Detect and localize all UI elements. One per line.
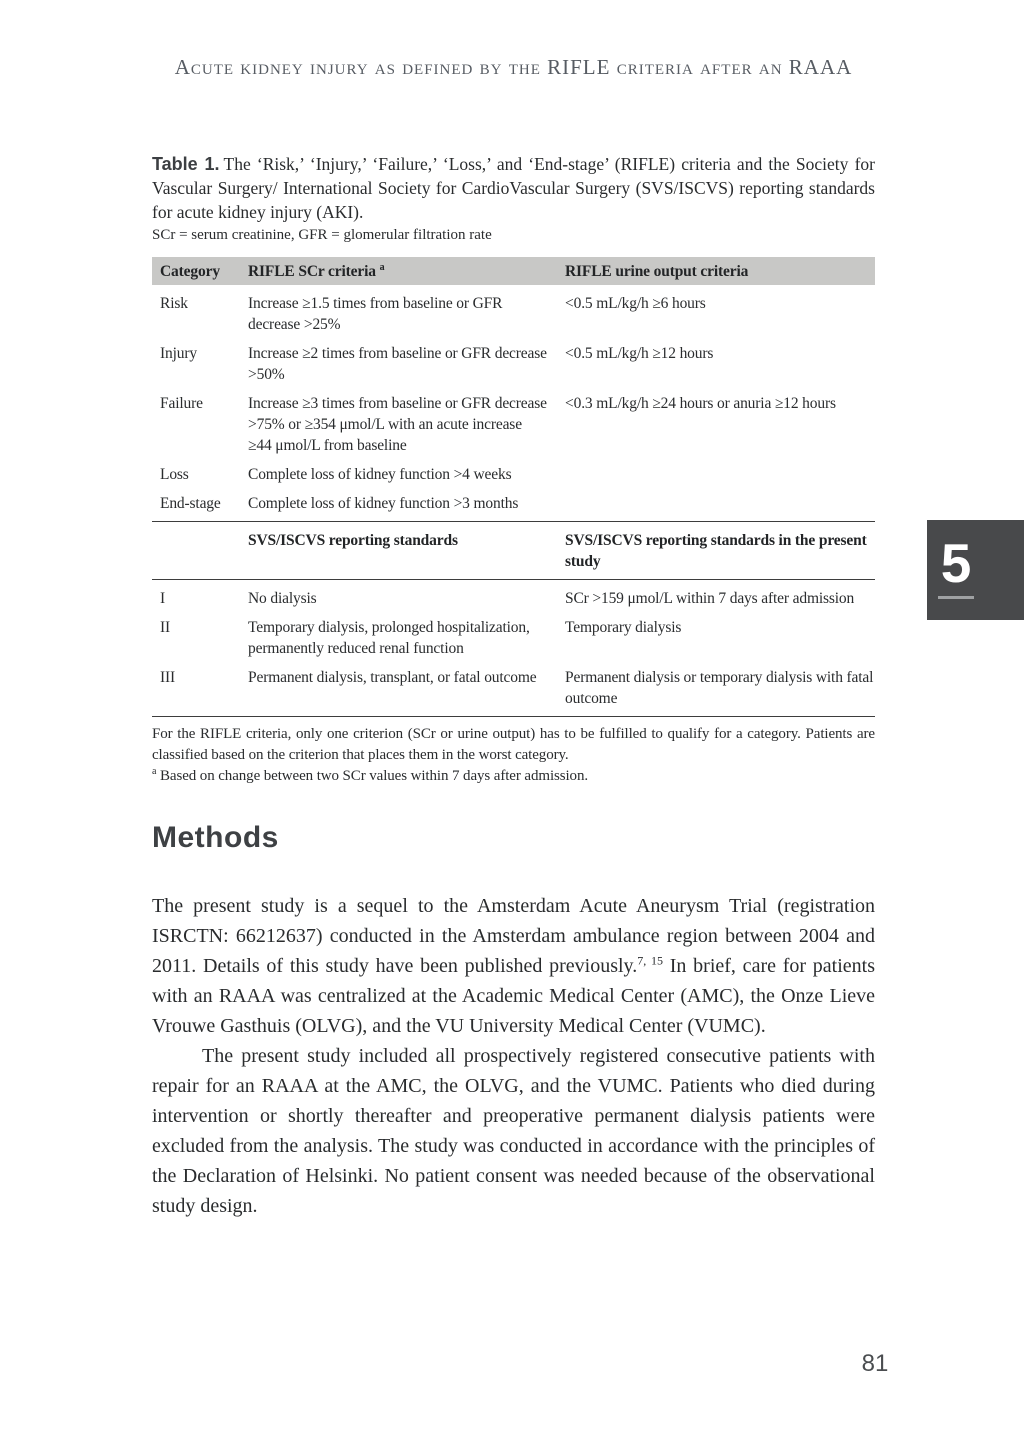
subheader-empty-cell [152, 530, 248, 572]
table-subheader-row [152, 530, 875, 572]
table-row-risk [152, 293, 875, 335]
cell-scr-criteria: Increase ≥1.5 times from baseline or GFR decrease >25% [248, 295, 503, 333]
cell-urine-criteria [565, 464, 875, 485]
column-header-urine-criteria: RIFLE urine output criteria [565, 262, 749, 280]
page-content [152, 152, 875, 1221]
cell-scr-criteria: Complete loss of kidney function >4 weeks [248, 466, 512, 483]
cell-category: Failure [160, 395, 203, 412]
section-heading-methods: Methods [152, 821, 279, 854]
reference-superscript: 7, 15 [637, 953, 664, 968]
cell-present-study: SCr >159 μmol/L within 7 days after admission [565, 590, 855, 607]
table-abbreviations: SCr = serum creatinine, GFR = glomerular filtration rate [152, 227, 492, 243]
table-section-divider [152, 579, 875, 580]
cell-grade: II [160, 619, 171, 636]
cell-category: Injury [160, 345, 197, 362]
cell-standard: Permanent dialysis, transplant, or fatal outcome [248, 669, 537, 686]
chapter-tab [927, 520, 1024, 620]
cell-grade: III [160, 669, 176, 686]
table-row-end-stage [152, 493, 875, 514]
cell-scr-criteria: Increase ≥2 times from baseline or GFR decrease >50% [248, 345, 547, 383]
table-footnote-a [152, 766, 875, 787]
paragraph-text: In brief, care for patients with an RAAA was centralized at the Academic Medical Center (AMC), the Onze Lieve Vrouwe Gasthuis (OLVG), and the VU University Medical Center (VUMC). [152, 955, 876, 1037]
table-section-divider [152, 521, 875, 522]
cell-scr-criteria: Complete loss of kidney function >3 months [248, 495, 519, 512]
table-caption-label: Table 1. [152, 154, 220, 174]
cell-category: Risk [160, 295, 188, 312]
paragraph-text: The present study is a sequel to the Amsterdam Acute Aneurysm Trial (registration ISRCTN: 66212637) conducted in the Amsterdam ambulance region between 2004 and 2011. Details of this study have been published previously. [152, 895, 875, 977]
cell-urine-criteria: <0.5 mL/kg/h ≥6 hours [565, 295, 706, 312]
table-header-row [152, 257, 875, 285]
table-bottom-rule [152, 716, 875, 717]
methods-paragraph-2: The present study included all prospectively registered consecutive patients with repair for an RAAA at the AMC, the OLVG, and the VUMC. Patients who died during intervention or shortly thereafter and preoperative permanent dialysis patients were excluded from the analysis. The study was conducted in accordance with the principles of the Declaration of Helsinki. No patient consent was needed because of the observational study design. [152, 1045, 875, 1217]
footnote-marker-a: a [379, 261, 385, 273]
subheader-svs-present-study: SVS/ISCVS reporting standards in the present study [565, 532, 867, 570]
chapter-underline-decoration [938, 596, 974, 599]
subheader-svs-standards: SVS/ISCVS reporting standards [248, 532, 458, 549]
running-header: Acute kidney injury as defined by the RIFLE criteria after an RAAA [174, 55, 853, 79]
table-footnote-a-text: Based on change between two SCr values within 7 days after admission. [156, 768, 588, 784]
table-footnotes [152, 724, 875, 787]
page-number: 81 [861, 1350, 889, 1377]
cell-standard: Temporary dialysis, prolonged hospitalization, permanently reduced renal function [248, 619, 530, 657]
cell-urine-criteria [565, 493, 875, 514]
cell-standard: No dialysis [248, 590, 317, 607]
table-1 [152, 257, 875, 787]
table-row-grade-2 [152, 617, 875, 659]
column-header-scr-text: RIFLE SCr criteria [248, 262, 376, 280]
cell-present-study: Permanent dialysis or temporary dialysis with fatal outcome [565, 669, 874, 707]
cell-scr-criteria: Increase ≥3 times from baseline or GFR decrease >75% or ≥354 μmol/L with an acute increase ≥44 μmol/L from baseline [248, 395, 547, 454]
cell-urine-criteria: <0.5 mL/kg/h ≥12 hours [565, 345, 714, 362]
column-header-category: Category [160, 262, 220, 280]
methods-paragraph-1 [152, 891, 875, 1041]
table-row-loss [152, 464, 875, 485]
table-row-failure [152, 393, 875, 456]
table-caption [152, 152, 875, 224]
table-footnote-general: For the RIFLE criteria, only one criterion (SCr or urine output) has to be fulfilled to qualify for a category. Patients are classified based on the criterion that places them in the worst category. [152, 726, 875, 763]
table-row-grade-1 [152, 588, 875, 609]
cell-category: Loss [160, 466, 189, 483]
cell-present-study: Temporary dialysis [565, 619, 682, 636]
footnote-marker-a: a [152, 766, 157, 777]
table-caption-text: The ‘Risk,’ ‘Injury,’ ‘Failure,’ ‘Loss,’ and ‘End-stage’ (RIFLE) criteria and the Society for Vascular Surgery/ International Society for CardioVascular Surgery (SVS/ISCVS) reporting standards for acute kidney injury (AKI). [152, 154, 875, 222]
column-header-scr-criteria [248, 261, 565, 282]
cell-urine-criteria: <0.3 mL/kg/h ≥24 hours or anuria ≥12 hours [565, 395, 836, 412]
table-row-grade-3 [152, 667, 875, 709]
cell-grade: I [160, 590, 166, 607]
table-row-injury [152, 343, 875, 385]
cell-category: End-stage [160, 495, 221, 512]
chapter-number: 5 [940, 532, 972, 594]
